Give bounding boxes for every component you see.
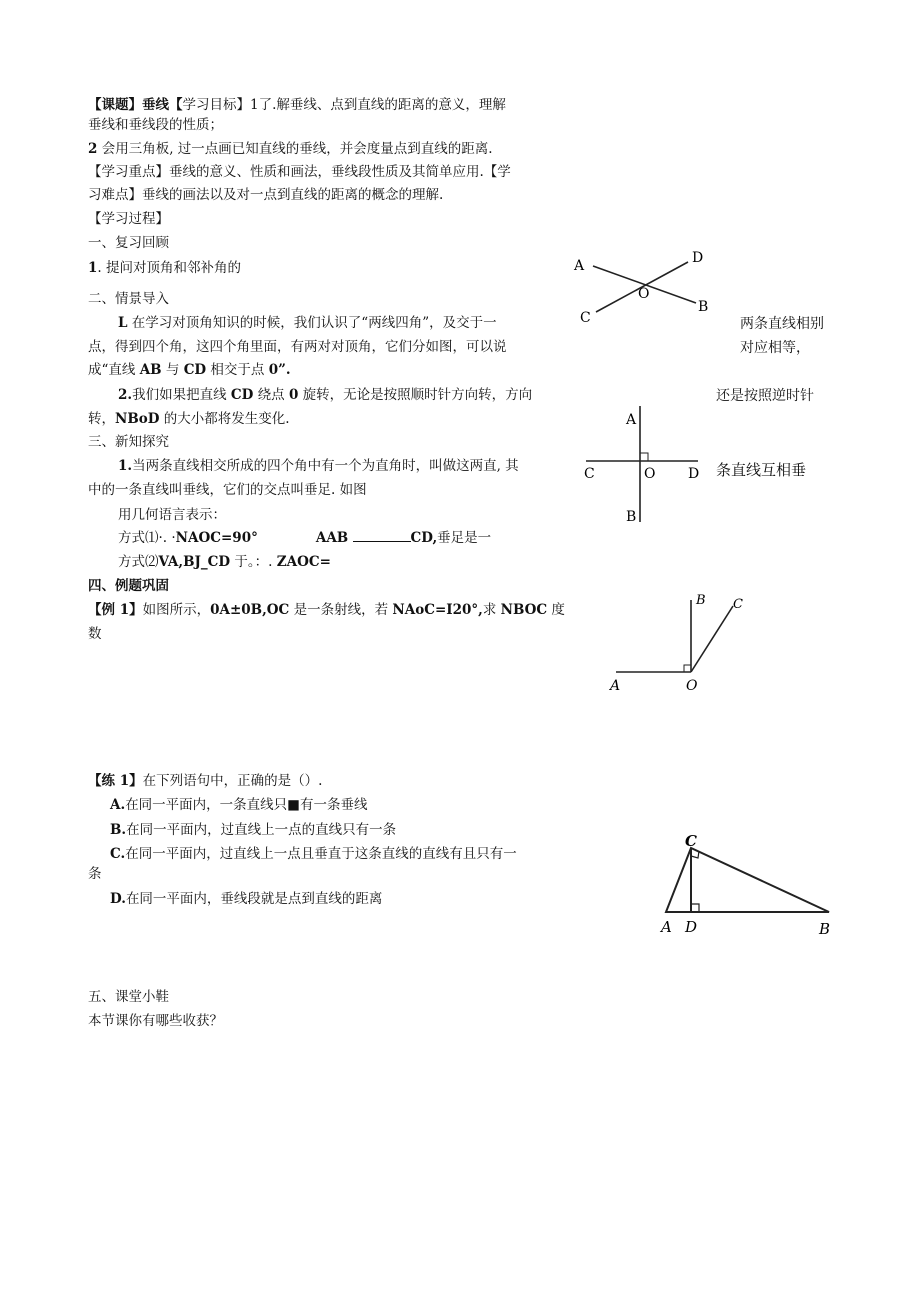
label-a: A: [574, 258, 585, 274]
section-examples-heading: 四、例题巩固: [88, 578, 169, 594]
label-a: A: [661, 918, 672, 936]
summary-question: 本节课你有哪些收获？: [88, 1013, 223, 1029]
figure-intersecting-lines: [560, 240, 720, 330]
objectives-line-3: 2 会用三角板, 过一点画已知直线的垂线，并会度量点到直线的距离.: [88, 141, 493, 157]
difficulties-line: 习难点】垂线的画法以及对一点到直线的距离的概念的理解.: [88, 187, 444, 203]
label-a: A: [626, 412, 637, 428]
label-b: B: [698, 299, 709, 315]
example-1-line-1: 【例 1】如图所示，0A±0B,OC 是一条射线，若 NAoC=I20°,求 NBOC 度: [88, 602, 565, 618]
explore-line-1: 1.当两条直线相交所成的四个角中有一个为直角时，叫做这两直, 其: [118, 458, 519, 474]
label-c: C: [580, 310, 591, 326]
practice-option-a: A.在同一平面内，一条直线只■有一条垂线: [110, 797, 368, 813]
label-b: B: [819, 920, 831, 938]
figure-perpendicular-lines: [580, 400, 710, 530]
figure-example-1: [600, 590, 760, 700]
side-text-2: 对应相等，: [740, 340, 810, 356]
side-text-4: 条直线互相垂: [716, 461, 807, 479]
title-label: 【课题】垂线【: [88, 97, 183, 113]
practice-option-c-cont: 条: [88, 866, 102, 882]
practice-option-d: D.在同一平面内，垂线段就是点到直线的距离: [110, 891, 383, 907]
figure-triangle-altitude: [655, 828, 845, 938]
label-c: C: [685, 832, 697, 850]
answer-blank[interactable]: [353, 529, 411, 542]
objectives-text: 学习目标】1了.解垂线、点到直线的距离的意义，理解: [182, 97, 506, 113]
explore-line-2: 中的一条直线叫垂线，它们的交点叫垂足. 如图: [88, 482, 367, 498]
label-c: C: [584, 466, 595, 482]
intro-paragraph-line-3: 成“直线 AB 与 CD 相交于点 0”.: [88, 362, 291, 378]
objectives-line-2: 垂线和垂线段的性质；: [88, 117, 223, 133]
section-intro-heading: 二、情景导入: [88, 291, 169, 307]
label-o: O: [644, 466, 656, 482]
intro-paragraph-2-line-2: 转，NBoD 的大小都将发生变化.: [88, 411, 290, 427]
practice-option-b: B.在同一平面内，过直线上一点的直线只有一条: [110, 822, 397, 838]
key-points-line: 【学习重点】垂线的意义、性质和画法，垂线段性质及其简单应用.【学: [88, 164, 511, 180]
process-heading: 【学习过程】: [88, 211, 169, 227]
intro-paragraph-2-line-1: 2.我们如果把直线 CD 绕点 0 旋转，无论是按照顺时针方向转，方向: [118, 387, 533, 403]
label-b: B: [626, 509, 637, 525]
intro-paragraph-line-1: L 在学习对顶角知识的时候，我们认识了“两线四角”，及交于一: [118, 315, 497, 331]
practice-1-question: 【练 1】在下列语句中，正确的是（）.: [88, 773, 323, 789]
title-line: [88, 96, 506, 114]
label-o: O: [638, 286, 650, 302]
side-text-1: 两条直线相别: [740, 316, 824, 332]
right-angle-mark: [640, 453, 648, 461]
method-1-line: 方式⑴·. ·NAOC=90° AAB CD,垂足是一: [118, 530, 492, 546]
side-text-3: 还是按照逆时针: [716, 388, 814, 404]
label-a: A: [610, 678, 621, 694]
explore-line-3: 用几何语言表示：: [118, 507, 226, 523]
label-d: D: [688, 466, 700, 482]
practice-option-c: C.在同一平面内，过直线上一点且垂直于这条直线的直线有且只有一: [110, 846, 517, 862]
label-c: C: [733, 597, 743, 612]
review-item-1: 1. 提问对顶角和邻补角的: [88, 260, 241, 276]
label-d: D: [692, 250, 704, 266]
example-1-line-2: 数: [88, 626, 102, 642]
right-angle-mark-d: [691, 904, 699, 912]
right-angle-mark: [684, 665, 691, 672]
label-d: D: [685, 918, 698, 936]
label-b: B: [696, 593, 706, 608]
section-explore-heading: 三、新知探究: [88, 434, 169, 450]
section-summary-heading: 五、课堂小鞋: [88, 989, 169, 1005]
section-review-heading: 一、复习回顾: [88, 235, 169, 251]
method-2-line: 方式⑵VA,BJ_CD 于。：. ZAOC=: [118, 554, 331, 570]
intro-paragraph-line-2: 点，得到四个角，这四个角里面，有两对对顶角，它们分如图，可以说: [88, 339, 507, 355]
ray-oc: [691, 606, 733, 672]
label-o: O: [686, 678, 698, 694]
